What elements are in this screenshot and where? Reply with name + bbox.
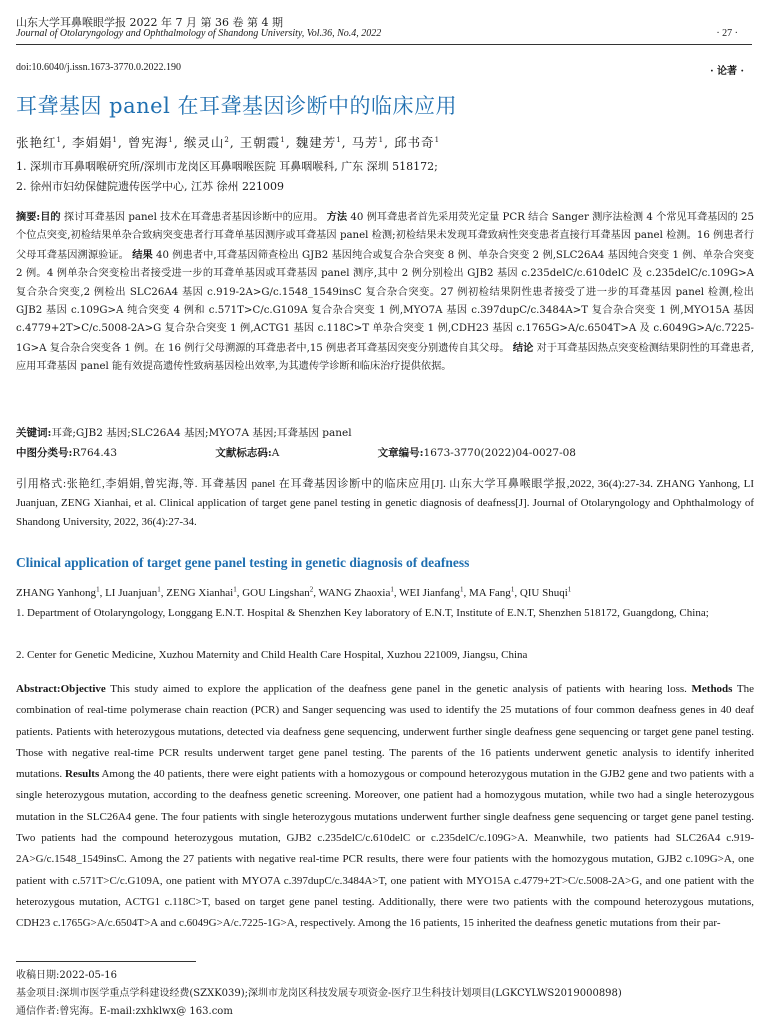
methods-label-cn: 方法 xyxy=(326,211,348,223)
author-cn-affiliation-mark: 1 xyxy=(280,135,286,144)
author-cn-affiliation-mark: 2 xyxy=(224,135,230,144)
author-cn-0: 张艳红$^1$ xyxy=(16,135,62,150)
author-cn-3: 缑灵山$^2$ xyxy=(183,135,230,150)
author-cn-affiliation-mark: 1 xyxy=(378,135,385,144)
author-cn-4: 王朝霞$^1$ xyxy=(239,135,286,150)
page-number: · 27 · xyxy=(716,28,738,39)
author-en-2: ZENG Xianhai$^1$ xyxy=(166,585,237,599)
footnote-divider xyxy=(16,961,196,962)
objective-text-en: This study aimed to explore the application of the deafness gene panel in the genetic analysis of patients with hearing loss. xyxy=(110,683,687,695)
doi-line: doi:10.6040/j.issn.1673-3770.0.2022.190 xyxy=(16,62,182,73)
author-en-7: QIU Shuqi$^1$ xyxy=(519,585,572,599)
affiliation-en-1: 1. Department of Otolaryngology, Longgang E.N.T. Hospital & Shenzhen Key laboratory of E.N.T, Institute of E.N.T, Shenzhen 518172, Guangdong, China; xyxy=(16,607,709,619)
author-cn-affiliation-mark: 1 xyxy=(336,135,342,144)
methods-text-cn: 40 例耳聋患者首先采用荧光定量 PCR 结合 Sanger 测序法检测 4 个常见耳聋基因的 25 个位点突变,初检结果单杂合致病突变患者行耳聋单基因测序或耳聋基因 panel 检测;初检结果未发现耳聋致病性突变患者直接行耳聋基因 panel 检测。16 例患者行父母耳聋基因溯源验证。 xyxy=(16,212,755,261)
author-cn-7: 邱书奇$^1$ xyxy=(394,135,441,150)
keywords-cn xyxy=(16,425,352,440)
document-code xyxy=(215,445,279,460)
author-en-affiliation-mark: 1 xyxy=(510,585,515,594)
journal-header-en: Journal of Otolaryngology and Ophthalmology of Shandong University, Vol.36, No.4, 2022 xyxy=(16,28,382,39)
author-list-en: ZHANG Yanhong$^1$, LI Juanjuan$^1$, ZENG Xianhai$^1$, GOU Lingshan$^2$, WANG Zhaoxia$^1$, WEI Jianfang$^1$, MA Fang$^1$, QIU Shuqi$^1$ xyxy=(16,585,572,599)
author-en-affiliation-mark: 1 xyxy=(96,585,100,594)
article-title-en: Clinical application of target gene panel testing in genetic diagnosis of deafness xyxy=(16,555,470,570)
journal-header-cn: 山东大学耳鼻喉眼学报 2022 年 7 月 第 36 卷 第 4 期 xyxy=(16,16,283,29)
objective-label-cn: 目的 xyxy=(40,211,61,223)
citation-format: 引用格式:张艳红,李娟娟,曾宪海,等. 耳聋基因 panel 在耳聋基因诊断中的临床应用[J]. 山东大学耳鼻喉眼学报,2022, 36(4):27-34. ZHANG Yanhong, LI Juanjuan, ZENG Xianhai, et al. Clinical application of target gene panel testing in genetic diagnosis of deafness[J]. Journal of Otolaryngology and Ophthalmology of Shandong University, 2022, 36(4):27-34. xyxy=(16,478,754,528)
author-en-affiliation-mark: 2 xyxy=(309,585,314,594)
objective-label-en: Objective xyxy=(60,683,106,695)
affiliation-en-2: 2. Center for Genetic Medicine, Xuzhou Maternity and Child Health Care Hospital, Xuzhou 221009, Jiangsu, China xyxy=(16,649,528,661)
results-text-cn: 40 例患者中,耳聋基因筛查检出 GJB2 基因纯合或复合杂合突变 8 例、单杂合突变 2 例,SLC26A4 基因纯合突变 1 例、单杂合突变 2 例。4 例单杂合突变检出者接受进一步的耳聋单基因或耳聋基因 panel 测序,其中 2 例分别检出 GJB2 基因 c.235delC/c.610delC 及 c.235delC/c.109G>A 复合杂合突变,2 例检出 SLC26A4 基因 c.919-2A>G/c.1548_1549insC 复合杂合突变。27 例初检结果阴性患者接受了进一步的耳聋基因 panel 检测,检出 GJB2 基因 c.109G>A 纯合突变 4 例和 c.571T>C/c.G109A 复合杂合突变 1 例,MYO7A 基因 c.397dupC/c.3484A>T 复合杂合突变 1 例,MYO15A 基因 c.4779+2T>C/c.5008-2A>G 复合杂合突变 1 例,ACTG1 基因 c.118C>T 单杂合突变 1 例,CDH23 基因 c.1765G>A/c.6504T>A 及 c.6049G>A/c.7225-1G>A 复合杂合突变各 1 例。在 16 例行父母溯源的耳聋患者中,15 例患者耳聋基因突变分别遗传自其父母。 xyxy=(16,249,755,354)
author-cn-2: 曾宪海$^1$ xyxy=(127,135,174,150)
clc-label: 中图分类号: xyxy=(16,447,73,459)
classification-line xyxy=(16,445,576,460)
author-en-1: LI Juanjuan$^1$ xyxy=(105,585,161,599)
author-en-5: WEI Jianfang$^1$ xyxy=(399,585,464,599)
abstract-cn-label: 摘要: xyxy=(16,211,41,223)
doc-value: A xyxy=(271,447,280,459)
results-label-en: Results xyxy=(65,768,100,781)
author-cn-5: 魏建芳$^1$ xyxy=(295,135,342,150)
author-cn-affiliation-mark: 1 xyxy=(434,135,441,144)
author-en-affiliation-mark: 1 xyxy=(157,585,161,594)
author-en-6: MA Fang$^1$ xyxy=(468,585,515,599)
header-divider xyxy=(16,44,752,45)
conclusion-text-cn: 对于耳聋基因热点突变检测结果阴性的耳聋患者,应用耳聋基因 panel 能有效提高遗传性致病基因检出效率,为其遗传学诊断和临床治疗提供依据。 xyxy=(16,342,755,373)
author-en-4: WANG Zhaoxia$^1$ xyxy=(318,585,394,599)
author-cn-affiliation-mark: 1 xyxy=(56,135,62,144)
methods-label-en: Methods xyxy=(691,683,733,695)
clc-value: R764.43 xyxy=(72,447,118,459)
author-list-cn: 张艳红$^1$, 李娟娟$^1$, 曾宪海$^1$, 缑灵山$^2$, 王朝霞$^1$, 魏建芳$^1$, 马芳$^1$, 邱书奇$^1$ xyxy=(16,135,441,150)
article-label: 文章编号: xyxy=(377,447,424,459)
conclusion-label-cn: 结论 xyxy=(512,341,534,354)
keywords-label: 关键词: xyxy=(16,427,52,439)
author-en-affiliation-mark: 1 xyxy=(459,585,464,594)
methods-text-en: The combination of real-time polymerase chain reaction (PCR) and Sanger sequencing was used to identify the 25 mutations of four common deafness genes in 40 deaf patients. Patients with heterozygous mutations, detected via deafness gene sequencing, underwent further single deafness gene sequencing or target gene panel testing. Those with negative real-time PCR results underwent target gene panel testing. The parents of the 16 patients underwent genetic analysis to identify inherited mutations. xyxy=(16,683,755,781)
abstract-cn xyxy=(16,208,754,377)
fund-project: 基金项目:深圳市医学重点学科建设经费(SZXK039);深圳市龙岗区科技发展专项资金-医疗卫生科技计划项目(LGKCYLWS2019000898) xyxy=(16,988,622,999)
author-en-0: ZHANG Yanhong$^1$ xyxy=(16,585,100,599)
results-label-cn: 结果 xyxy=(132,248,153,261)
article-value: 1673-3770(2022)04-0027-08 xyxy=(423,447,576,459)
article-title-cn: 耳聋基因 panel 在耳聋基因诊断中的临床应用 xyxy=(16,94,457,118)
author-cn-6: 马芳$^1$ xyxy=(351,135,385,150)
author-cn-affiliation-mark: 1 xyxy=(112,135,118,144)
author-en-3: GOU Lingshan$^2$ xyxy=(242,585,314,599)
author-cn-affiliation-mark: 1 xyxy=(168,135,174,144)
section-tag: · 论著 · xyxy=(710,66,744,77)
abstract-en-label: Abstract: xyxy=(16,683,61,695)
keywords-text: 耳聋;GJB2 基因;SLC26A4 基因;MYO7A 基因;耳聋基因 panel xyxy=(51,427,352,439)
corresponding-author: 通信作者:曾宪海。E-mail:zxhklwx@ 163.com xyxy=(16,1006,233,1017)
doc-label: 文献标志码: xyxy=(215,447,272,459)
affiliation-cn-2: 2. 徐州市妇幼保健院遗传医学中心, 江苏 徐州 221009 xyxy=(16,180,284,193)
author-en-affiliation-mark: 1 xyxy=(390,585,394,594)
clc-number xyxy=(16,445,117,460)
results-text-en: Among the 40 patients, there were eight patients with a homozygous or compound heterozygous mutation in the GJB2 gene and two patients with a single heterozygous mutation, according to the deafness genetic screening. Moreover, one patient had a homozygous mutation, while two had a single heterozygous mutation in the SLC26A4 gene. The four patients with single heterozygous mutations underwent further single deafness gene sequencing or target gene panel testing. Two patients had the compound heterozygous mutation, GJB2 c.235delC/c.610delC or c.235delC/c.109G>A. Meanwhile, two patients had SLC26A4 c.919-2A>G/c.1548_1549insC. Among the 27 patients with negative real-time PCR results, there were four patients with the homozygous mutation, GJB2 c.109G>A, one patient with c.571T>C/c.G109A, one patient with MYO7A c.397dupC/c.3484A>T, one patient with MYO15A c.4779+2T>C/c.5008-2A>G, and one patient with the heterozygous mutation, ACTG1 c.118C>T, based on target gene panel testing. Additionally, there were two patients with the compound heterozygous mutations, CDH23 c.1765G>A/c.6504T>A and c.6049G>A/c.7225-1G>A, respectively. Among the 16 patients, 15 inherited the deafness genetic mutations from their par- xyxy=(16,768,754,930)
abstract-en xyxy=(16,679,754,935)
author-en-affiliation-mark: 1 xyxy=(567,585,572,594)
author-en-affiliation-mark: 1 xyxy=(233,585,237,594)
received-date: 收稿日期:2022-05-16 xyxy=(16,970,118,981)
author-cn-1: 李娟娟$^1$ xyxy=(71,135,118,150)
article-number xyxy=(378,445,576,460)
objective-text-cn: 探讨耳聋基因 panel 技术在耳聋患者基因诊断中的应用。 xyxy=(63,212,324,223)
affiliation-cn-1: 1. 深圳市耳鼻咽喉研究所/深圳市龙岗区耳鼻咽喉医院 耳鼻咽喉科, 广东 深圳 518172; xyxy=(16,160,438,173)
